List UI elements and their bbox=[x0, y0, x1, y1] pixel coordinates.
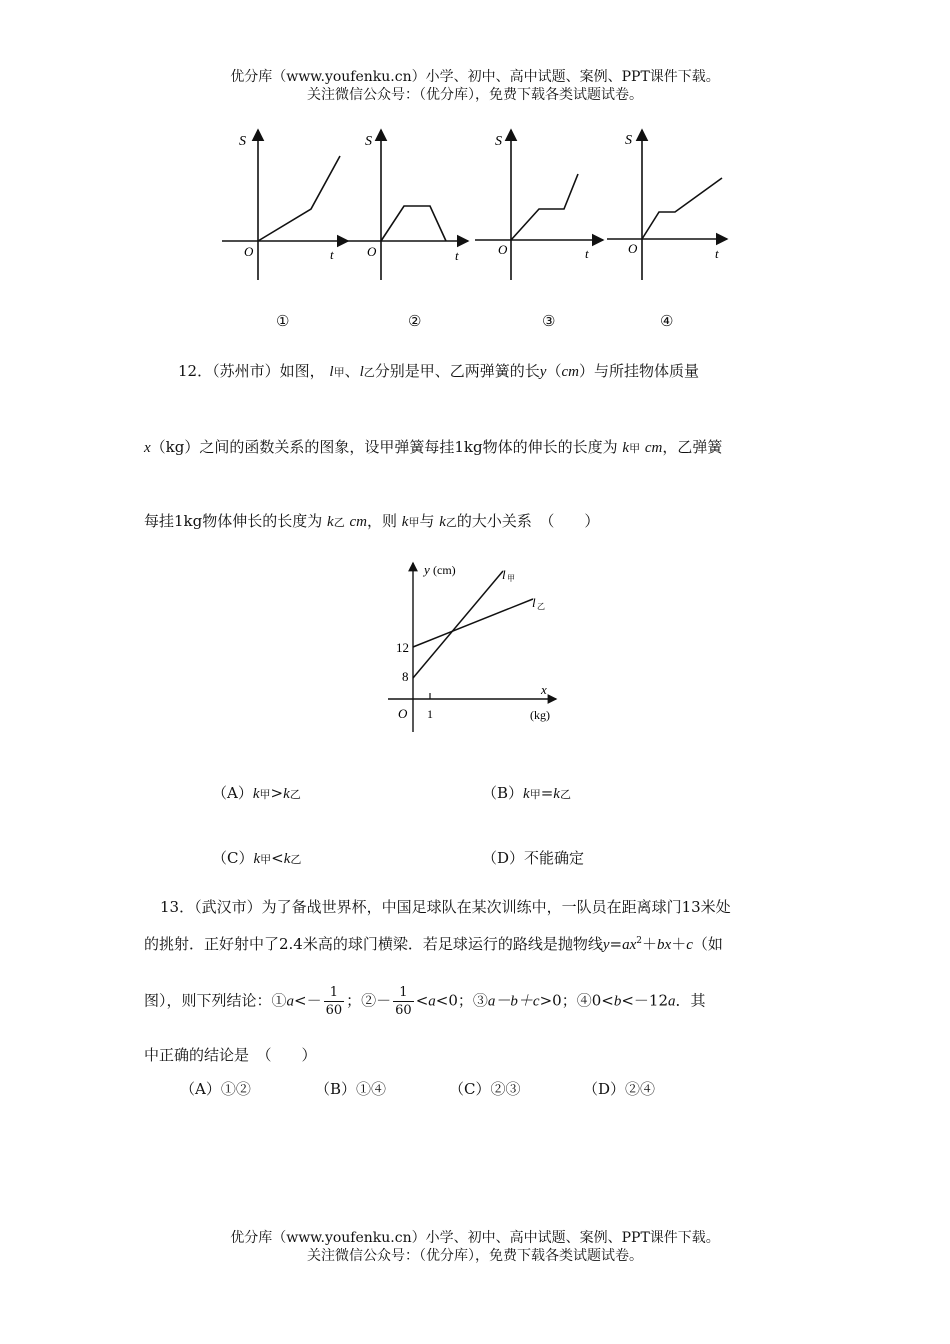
q13-eq-eq: = bbox=[609, 935, 623, 953]
q13-frac-2-num: 1 bbox=[393, 984, 414, 1002]
q12-tick-8: 8 bbox=[402, 669, 409, 684]
q13-a3: a bbox=[667, 993, 676, 1010]
graph-4-t-label: t bbox=[715, 246, 719, 261]
q12-option-d-text: 不能确定 bbox=[524, 849, 585, 867]
q12-option-b-k1: k bbox=[523, 786, 530, 802]
q12-origin: O bbox=[398, 706, 408, 721]
q13-line-3 bbox=[144, 984, 706, 1019]
q12-text-5: 每挂1kg物体伸长的长度为 bbox=[144, 512, 323, 530]
q13-option-a[interactable]: （A）①② bbox=[180, 1080, 251, 1098]
q12-option-b[interactable] bbox=[482, 782, 571, 803]
q12-text-3: （kg）之间的函数关系的图象，设甲弹簧每挂1kg物体的伸长的长度为 bbox=[150, 438, 618, 456]
q12-k-yi-2-sub: 乙 bbox=[445, 516, 457, 529]
q12-option-b-rel: = bbox=[540, 784, 554, 802]
q12-line-jia-label: l bbox=[502, 567, 506, 582]
graph-4-origin: O bbox=[628, 241, 638, 256]
graph-2-curve bbox=[381, 206, 446, 241]
graph-3-origin: O bbox=[498, 242, 508, 257]
q13-text-2a: 的挑射．正好射中了2.4米高的球门横梁．若足球运行的路线是抛物线 bbox=[144, 935, 603, 953]
q13-b: b bbox=[613, 993, 622, 1010]
q13-lt: < bbox=[415, 991, 429, 1010]
graph-3-marker: ③ bbox=[542, 312, 556, 330]
q13-lt-neg: <－ bbox=[294, 991, 322, 1010]
q12-line-jia bbox=[413, 571, 503, 678]
graph-4-s-label: S bbox=[625, 133, 632, 148]
q12-option-b-sub2: 乙 bbox=[559, 788, 571, 801]
q13-line-2 bbox=[144, 933, 723, 954]
graph-2-origin: O bbox=[367, 244, 377, 259]
graph-1 bbox=[222, 130, 348, 280]
q12-option-c-sub1: 甲 bbox=[260, 853, 272, 866]
q13-fraction-1 bbox=[324, 984, 345, 1019]
q12-option-a-sub1: 甲 bbox=[259, 788, 271, 801]
q13-end: ．其 bbox=[675, 991, 706, 1010]
q12-k-jia-2: k bbox=[401, 514, 409, 530]
q12-graph bbox=[380, 557, 570, 739]
graph-2-t-label: t bbox=[455, 248, 459, 263]
q12-line-3 bbox=[144, 510, 599, 531]
q12-option-a[interactable] bbox=[212, 782, 301, 803]
q12-y: y bbox=[539, 364, 547, 380]
graph-1-curve bbox=[258, 156, 340, 241]
q12-text-4: ，乙弹簧 bbox=[662, 438, 723, 456]
q12-text-6: ，则 bbox=[366, 512, 397, 530]
q13-zero-lt: 0< bbox=[591, 991, 614, 1010]
q12-option-b-k2: k bbox=[553, 786, 560, 802]
q12-line-yi-sub: 乙 bbox=[537, 602, 545, 611]
q12-sub-jia: 甲 bbox=[333, 366, 345, 379]
q13-text-3: 图），则下列结论：① bbox=[144, 991, 287, 1010]
q12-l-yi: l bbox=[359, 364, 364, 380]
q13-eq-ax: ax bbox=[622, 937, 637, 953]
q11-graphs bbox=[215, 125, 735, 285]
q13-lt-neg12: <－12 bbox=[621, 991, 668, 1010]
q12-number: 12． bbox=[178, 362, 213, 380]
page-footer bbox=[0, 1229, 950, 1265]
q12-option-c-k2: k bbox=[283, 851, 291, 867]
q13-a2: a bbox=[428, 993, 436, 1010]
page-header bbox=[0, 68, 950, 104]
q12-k-jia: k bbox=[622, 440, 630, 456]
q12-lparen: （ bbox=[546, 362, 562, 380]
q12-cm: cm bbox=[561, 364, 579, 380]
graph-1-s-label: S bbox=[239, 134, 246, 149]
q12-x: x bbox=[144, 440, 151, 456]
q12-option-c-label: （C） bbox=[212, 849, 254, 867]
graph-4-curve bbox=[642, 178, 722, 239]
q12-line-1 bbox=[178, 360, 699, 381]
q13-lt0: <0；③ bbox=[435, 991, 488, 1010]
q12-option-a-k1: k bbox=[252, 786, 260, 802]
q12-option-d-label: （D） bbox=[482, 849, 525, 867]
graph-2-marker: ② bbox=[408, 312, 422, 330]
q13-eq-sq: 2 bbox=[636, 936, 643, 946]
q12-tick-1: 1 bbox=[427, 707, 433, 721]
q12-option-c-sub2: 乙 bbox=[290, 853, 302, 866]
q13-amb: a－b＋c bbox=[487, 993, 540, 1010]
q12-k-yi: k bbox=[327, 514, 334, 530]
q12-option-a-sub2: 乙 bbox=[289, 788, 301, 801]
q12-y-label: y bbox=[424, 562, 430, 577]
q12-y-unit: (cm) bbox=[433, 563, 456, 577]
graph-3-t-label: t bbox=[585, 246, 589, 261]
q13-option-b[interactable]: （B）①④ bbox=[315, 1080, 387, 1098]
q13-eq-y: y bbox=[602, 937, 610, 953]
q13-option-c[interactable]: （C）②③ bbox=[449, 1080, 521, 1098]
q12-x-unit: (kg) bbox=[530, 708, 550, 722]
q12-k-jia-sub: 甲 bbox=[629, 442, 641, 455]
q12-tick-12: 12 bbox=[396, 640, 409, 655]
graph-4 bbox=[607, 130, 727, 280]
q13-text-2b: （如 bbox=[692, 935, 723, 953]
q12-option-a-k2: k bbox=[283, 786, 290, 802]
q12-l-jia: l bbox=[329, 364, 334, 380]
q12-option-c-rel: < bbox=[271, 849, 284, 867]
q12-text-7: 与 bbox=[419, 512, 435, 530]
q13-option-d[interactable]: （D）②④ bbox=[583, 1080, 656, 1098]
graph-1-marker: ① bbox=[276, 312, 290, 330]
header-line-1: 优分库（www.youfenku.cn）小学、初中、高中试题、案例、PPT课件下载。 bbox=[230, 69, 720, 85]
q12-option-a-label: （A） bbox=[212, 784, 253, 802]
q13-eq-plus1: ＋ bbox=[642, 935, 658, 953]
graph-3 bbox=[475, 130, 603, 280]
q12-cm-3: cm bbox=[349, 514, 367, 530]
q12-sub-yi: 乙 bbox=[363, 366, 375, 379]
q12-option-d[interactable] bbox=[482, 847, 584, 868]
q12-option-b-sub1: 甲 bbox=[529, 788, 541, 801]
q12-text-8: 的大小关系 （ ） bbox=[456, 512, 600, 530]
q12-source: （苏州市）如图， bbox=[212, 362, 325, 380]
q12-k-jia-2-sub: 甲 bbox=[408, 516, 420, 529]
graph-2-s-label: S bbox=[365, 134, 372, 149]
q13-eq-plus2: ＋ bbox=[671, 935, 687, 953]
q13-frac-2-den: 60 bbox=[395, 1003, 412, 1018]
q12-option-c-k1: k bbox=[253, 851, 261, 867]
q12-sep: 、 bbox=[344, 362, 360, 380]
q12-k-yi-sub: 乙 bbox=[333, 516, 345, 529]
header-line-2: 关注微信公众号：（优分库），免费下载各类试题试卷。 bbox=[307, 87, 643, 103]
graph-1-t-label: t bbox=[330, 247, 334, 262]
q12-option-b-label: （B） bbox=[482, 784, 524, 802]
q13-fraction-2 bbox=[393, 984, 414, 1019]
q12-line-jia-sub: 甲 bbox=[507, 574, 515, 583]
footer-line-2: 关注微信公众号：（优分库），免费下载各类试题试卷。 bbox=[307, 1248, 643, 1264]
q13-line-4: 中正确的结论是 （ ） bbox=[144, 1046, 317, 1064]
q12-cm-2: cm bbox=[644, 440, 663, 456]
graph-3-s-label: S bbox=[495, 134, 502, 149]
q12-option-a-rel: > bbox=[270, 784, 284, 802]
graph-4-marker: ④ bbox=[660, 312, 674, 330]
q12-line-yi-label: l bbox=[532, 595, 536, 610]
q12-x-label: x bbox=[541, 682, 547, 697]
graph-3-curve bbox=[511, 174, 578, 240]
q13-eq-c: c bbox=[686, 937, 693, 953]
q13-frac-1-num: 1 bbox=[324, 984, 345, 1002]
q13-eq-bx: bx bbox=[657, 937, 672, 953]
q12-line-2 bbox=[144, 436, 722, 457]
q12-text-1: 分别是甲、乙两弹簧的长 bbox=[374, 362, 540, 380]
q13-number: 13． bbox=[160, 898, 195, 916]
graph-2 bbox=[348, 130, 468, 280]
q13-line-1 bbox=[160, 896, 731, 917]
q12-k-yi-2: k bbox=[439, 514, 446, 530]
q13-a1: a bbox=[286, 993, 295, 1010]
footer-line-1: 优分库（www.youfenku.cn）小学、初中、高中试题、案例、PPT课件下载。 bbox=[230, 1230, 720, 1246]
q12-option-c[interactable] bbox=[212, 847, 301, 868]
q13-frac-1-den: 60 bbox=[325, 1003, 343, 1018]
q12-text-2: ）与所挂物体质量 bbox=[578, 362, 699, 380]
q13-c2: ；②－ bbox=[346, 991, 392, 1010]
q13-text-1: （武汉市）为了备战世界杯，中国足球队在某次训练中，一队员在距离球门13米处 bbox=[194, 898, 731, 916]
q13-gt0: >0；④ bbox=[539, 991, 592, 1010]
graph-1-origin: O bbox=[244, 244, 254, 259]
